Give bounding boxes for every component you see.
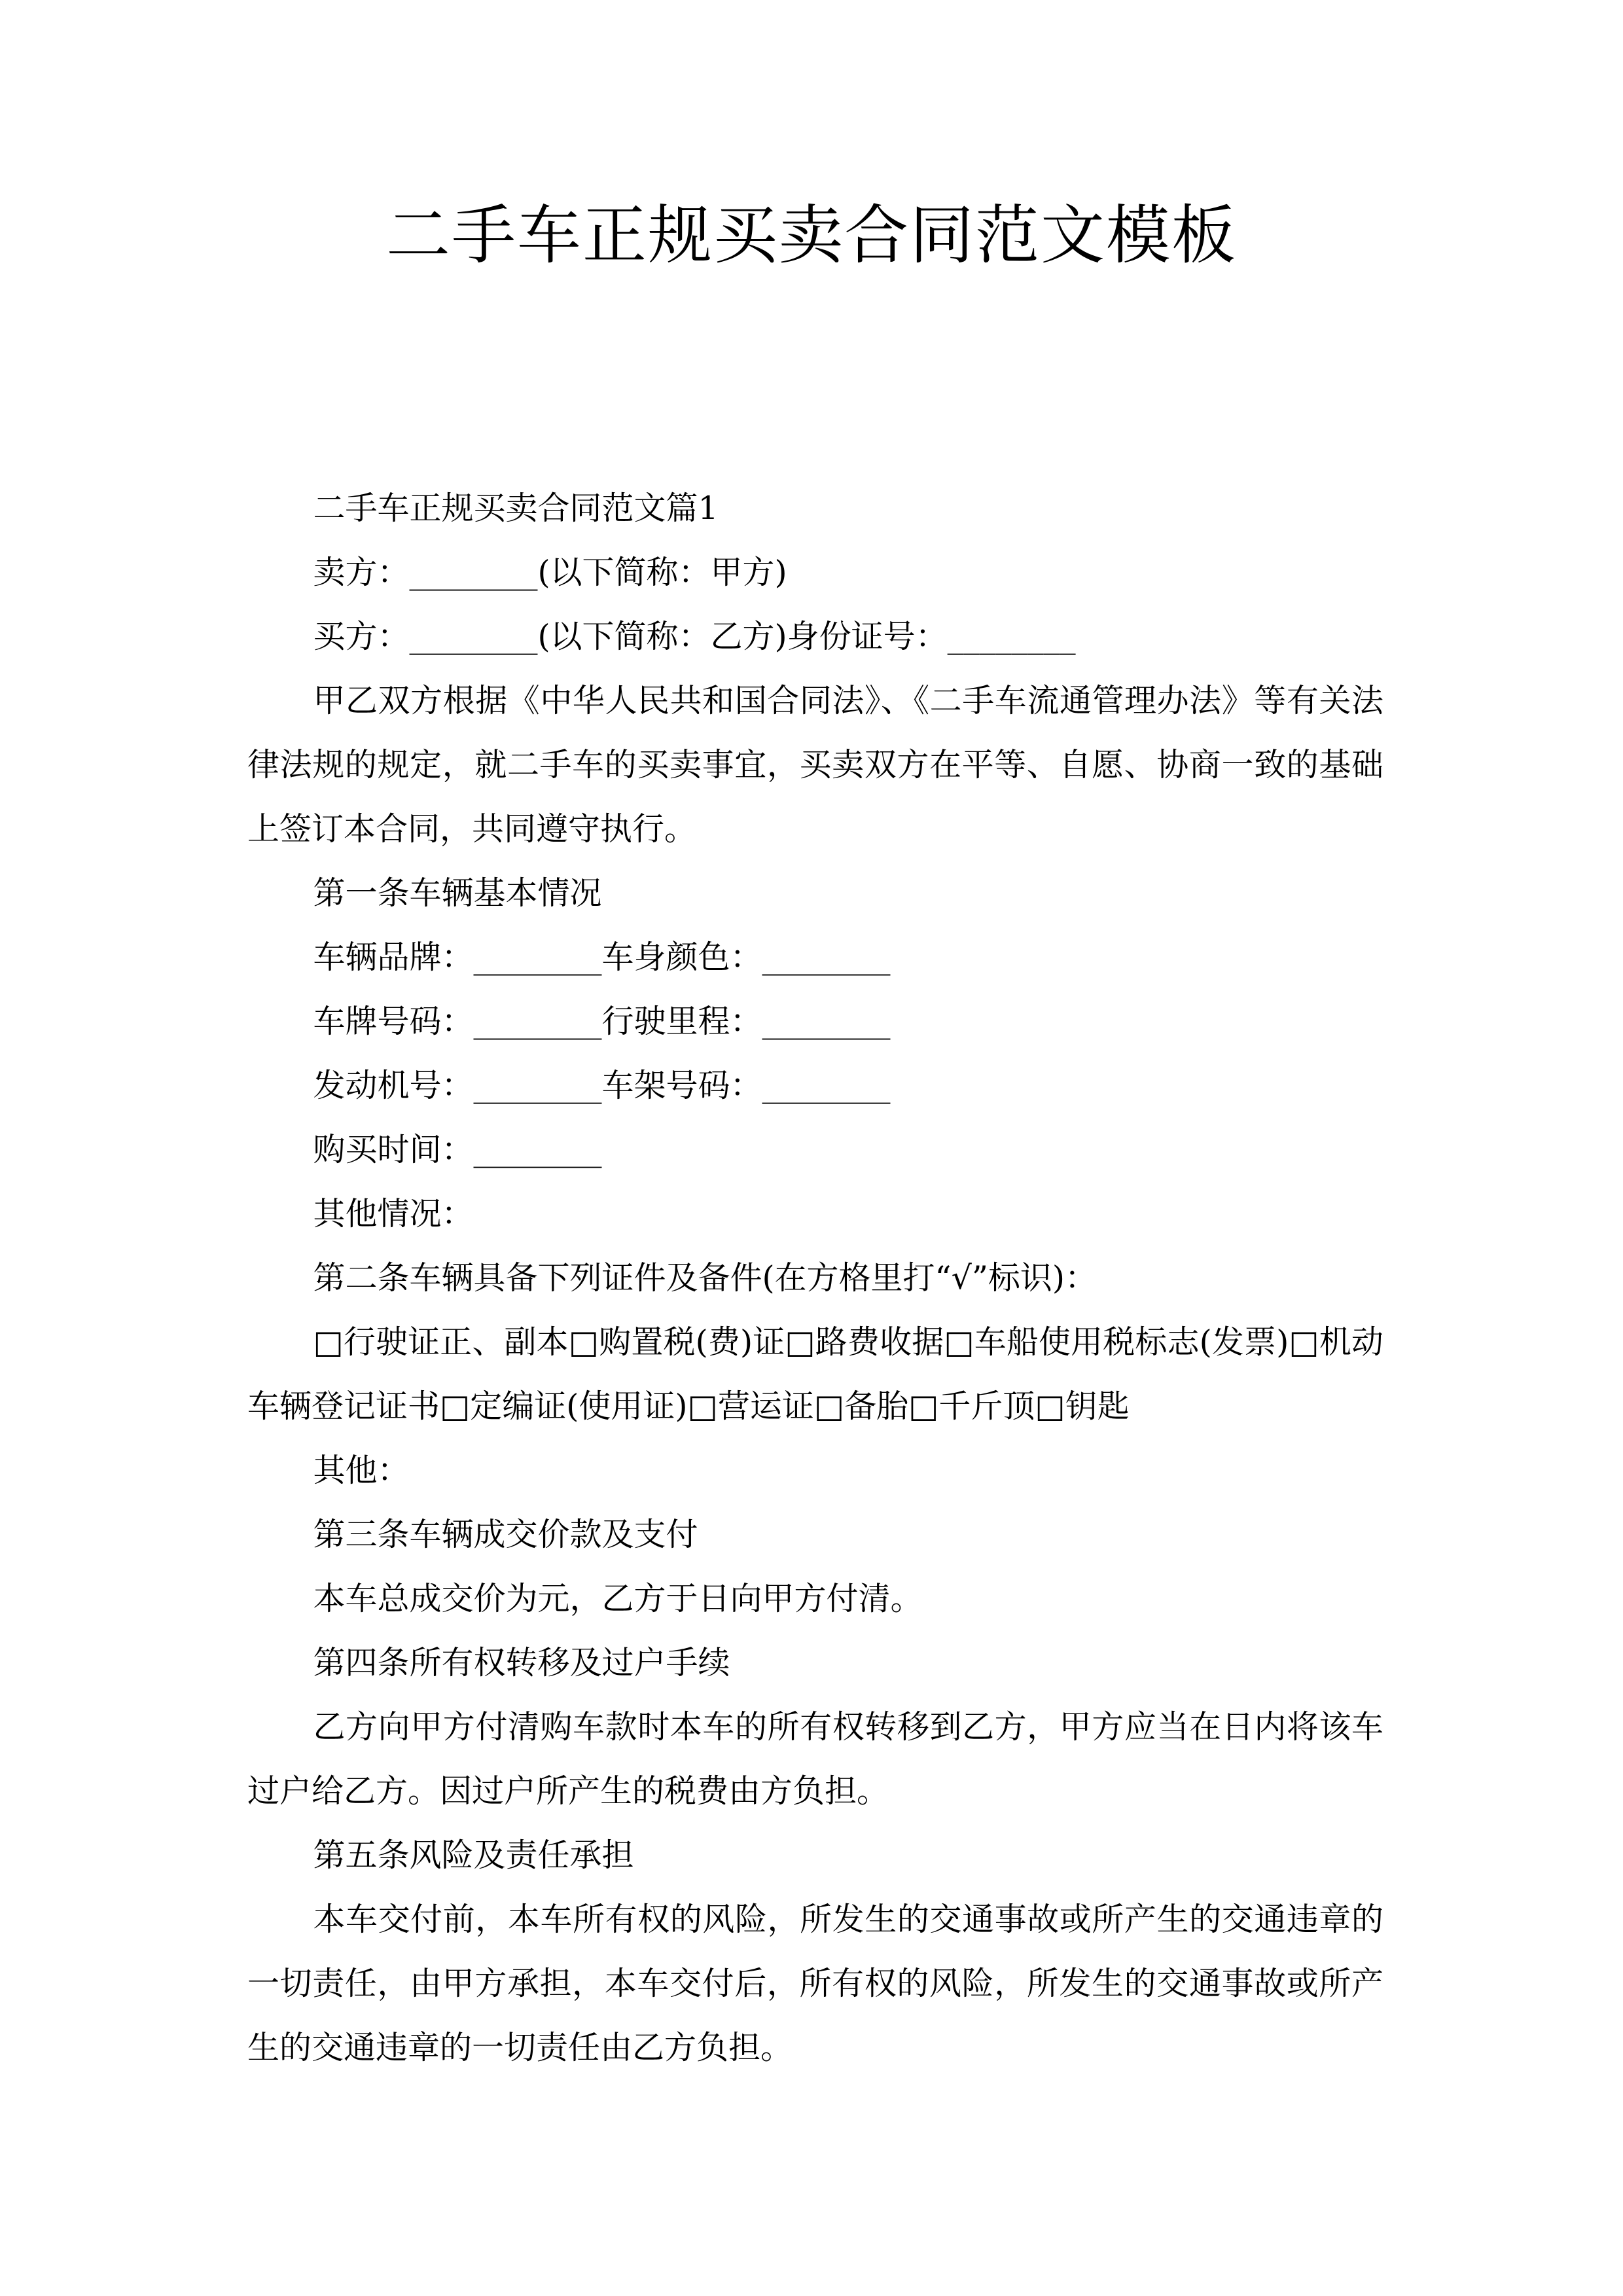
- ownership-paragraph: 乙方向甲方付清购车款时本车的所有权转移到乙方，甲方应当在日内将该车过户给乙方。因过户所产生的税费由方负担。: [247, 1708, 1383, 1810]
- buyer-line: 买方：________(以下简称：乙方)身份证号：________: [313, 618, 1076, 655]
- document-title: 二手车正规买卖合同范文模板: [385, 198, 1237, 273]
- seller-line: 卖方：________(以下简称：甲方): [313, 554, 787, 591]
- other-conditions: 其他情况：: [313, 1195, 474, 1232]
- document-body: [247, 476, 1383, 2080]
- article-2-heading: 第二条车辆具备下列证件及备件(在方格里打“√”标识)：: [313, 1259, 1097, 1297]
- purchase-time: 购买时间：________: [313, 1131, 602, 1168]
- article-1-heading: 第一条车辆基本情况: [313, 874, 602, 912]
- section-heading: 二手车正规买卖合同范文篇1: [313, 490, 719, 527]
- vehicle-brand-color: 车辆品牌：________车身颜色：________: [313, 939, 891, 976]
- article-5-heading: 第五条风险及责任承担: [313, 1837, 634, 1874]
- preamble-paragraph: 甲乙双方根据《中华人民共和国合同法》、《二手车流通管理办法》等有关法律法规的规定，就二手车的买卖事宜，买卖双方在平等、自愿、协商一致的基础上签订本合同，共同遵守执行。: [247, 682, 1383, 848]
- plate-mileage: 车牌号码：________行驶里程：________: [313, 1003, 891, 1040]
- risk-paragraph: 本车交付前，本车所有权的风险，所发生的交通事故或所产生的交通违章的一切责任，由甲方承担，本车交付后，所有权的风险，所发生的交通事故或所产生的交通违章的一切责任由乙方负担。: [247, 1901, 1383, 2066]
- article-4-heading: 第四条所有权转移及过户手续: [313, 1644, 730, 1681]
- documents-checklist: □行驶证正、副本□购置税(费)证□路费收据□车船使用税标志(发票)□机动车辆登记证书□定编证(使用证)□营运证□备胎□千斤顶□钥匙: [247, 1323, 1383, 1425]
- price-paragraph: 本车总成交价为元，乙方于日向甲方付清。: [313, 1580, 923, 1617]
- engine-frame-number: 发动机号：________车架号码：________: [313, 1067, 891, 1104]
- article-3-heading: 第三条车辆成交价款及支付: [313, 1516, 698, 1553]
- other-line: 其他：: [313, 1452, 410, 1489]
